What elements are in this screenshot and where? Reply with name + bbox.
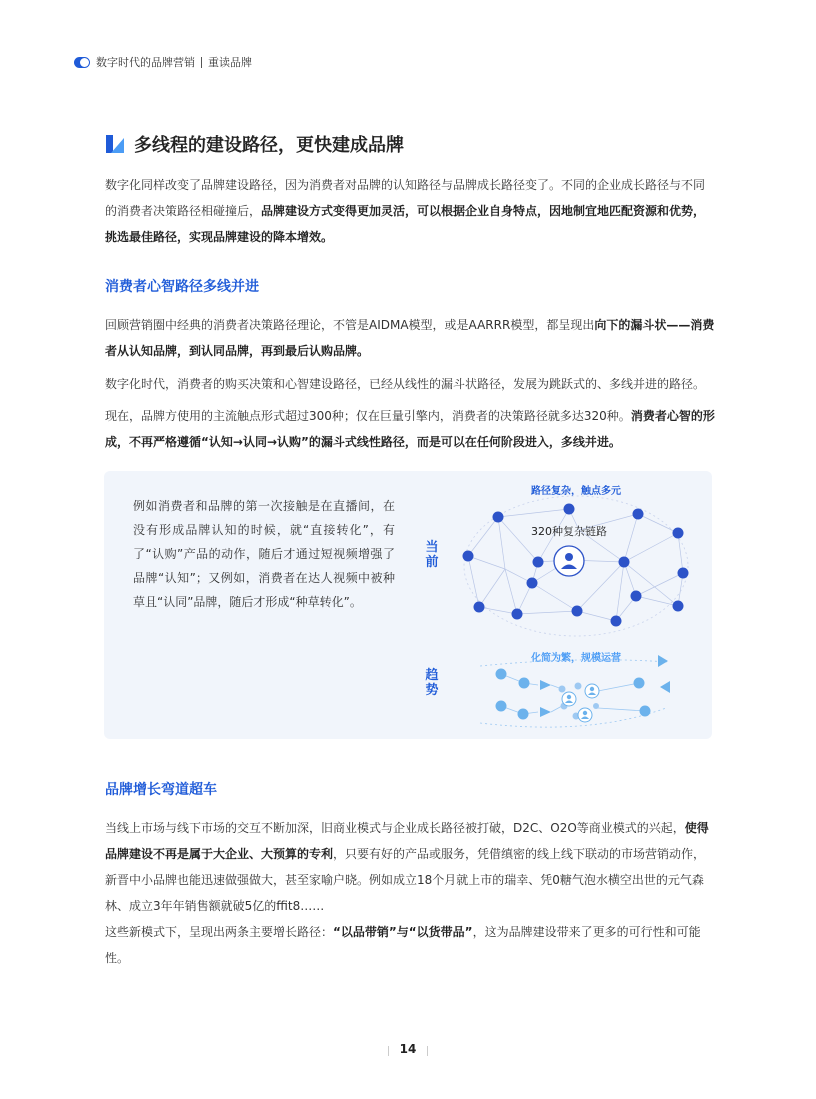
intro-paragraph — [105, 172, 715, 250]
section1-paragraph-1 — [105, 312, 715, 364]
toggle-logo-icon — [74, 57, 90, 68]
flow-node — [496, 701, 507, 712]
flow-node — [519, 678, 530, 689]
user-cluster-icon — [559, 683, 600, 723]
network-node — [633, 509, 644, 520]
network-node — [572, 606, 583, 617]
title-flag-icon — [106, 135, 124, 153]
arrow-right-icon — [658, 655, 668, 667]
intro-text: 数字化同样改变了品牌建设路径，因为消费者对品牌的认知路径与品牌成长路径变了。不同的企业成长路径与不同的消费者决策路径相碰撞后， — [105, 178, 706, 218]
flow-node — [640, 706, 651, 717]
s2p2-bold-text: “以品带销”与“以货带品” — [333, 925, 473, 939]
center-user-icon — [554, 546, 584, 576]
section2-paragraph-2 — [105, 919, 715, 971]
network-node — [564, 504, 575, 515]
s1p3-text: 现在，品牌方使用的主流触点形式超过300种；仅在巨量引擎内，消费者的决策路径就多达320种。 — [105, 409, 631, 423]
section1-paragraph-3 — [105, 403, 715, 455]
network-node — [493, 512, 504, 523]
intro-bold-text: 品牌建设方式变得更加灵活，可以根据企业自身特点，因地制宜地匹配资源和优势，挑选最佳路径，实现品牌建设的降本增效。 — [105, 204, 706, 244]
network-node — [611, 616, 622, 627]
center-label: 320种复杂链路 — [531, 525, 607, 538]
arrow-left-icon — [660, 681, 670, 693]
panel-example-text: 例如消费者和品牌的第一次接触是在直播间，在没有形成品牌认知的时候，就“直接转化”，有了“认购”产品的动作，随后才通过短视频增强了品牌“认知”；又例如，消费者在达人视频中被种草且“认同”品牌，随后才形成“种草转化”。 — [133, 499, 395, 609]
section2-paragraph-1 — [105, 815, 715, 919]
network-node — [527, 578, 538, 589]
arrow-right-icon — [540, 707, 551, 717]
s2p1-text-a: 当线上市场与线下市场的交互不断加深，旧商业模式与企业成长路径被打破，D2C、O2O等商业模式的兴起， — [105, 821, 685, 835]
network-diagram — [440, 478, 712, 738]
header-divider — [201, 57, 202, 68]
network-node — [631, 591, 642, 602]
label-trend: 趋势 — [425, 668, 439, 698]
network-node — [673, 528, 684, 539]
s2p2-text-a: 这些新模式下，呈现出两条主要增长路径： — [105, 925, 334, 939]
flow-node — [634, 678, 645, 689]
network-node — [474, 602, 485, 613]
arrow-right-icon — [540, 680, 551, 690]
network-node — [673, 601, 684, 612]
page-header — [74, 53, 252, 71]
s2p1-text-b: ，只要有好的产品或服务，凭借缜密的线上线下联动的市场营销动作，新晋中小品牌也能迅速做强做大，甚至家喻户晓。例如成立18个月就上市的瑞幸、凭0糖气泡水横空出世的元气森林、成立3年年销售额就破5亿的ffit8…… — [105, 847, 706, 913]
page-title: 多线程的建设路径，更快建成品牌 — [134, 135, 404, 156]
s2p1-bold-text: 使得品牌建设不再是属于大企业、大预算的专利 — [105, 821, 709, 861]
network-node — [678, 568, 689, 579]
s1p1-text: 回顾营销圈中经典的消费者决策路径理论，不管是AIDMA模型，或是AARRR模型，都呈现出 — [105, 318, 595, 332]
network-node — [463, 551, 474, 562]
page-number: 14 — [388, 1042, 428, 1056]
s1p1-bold-text: 向下的漏斗状——消费者从认知品牌，到认同品牌，再到最后认购品牌。 — [105, 318, 715, 358]
section-title — [106, 131, 404, 157]
caption-top: 路径复杂，触点多元 — [531, 486, 621, 497]
s1p3-bold-text: 消费者心智的形成，不再严格遵循“认知→认同→认购”的漏斗式线性路径，而是可以在任何阶段进入，多线并进。 — [105, 409, 715, 449]
section1-heading: 消费者心智路径多线并进 — [105, 279, 259, 295]
network-node — [512, 609, 523, 620]
section1-paragraph-2: 数字化时代，消费者的购买决策和心智建设路径，已经从线性的漏斗状路径，发展为跳跃式的、多线并进的路径。 — [105, 377, 706, 391]
s2p2-text-b: ，这为品牌建设带来了更多的可行性和可能性。 — [105, 925, 701, 965]
header-doc-title: 数字时代的品牌营销 — [96, 56, 195, 69]
flow-node — [518, 709, 529, 720]
network-node — [619, 557, 630, 568]
caption-bottom: 化简为繁，规模运营 — [531, 653, 621, 664]
section2-heading: 品牌增长弯道超车 — [105, 782, 217, 798]
network-node — [533, 557, 544, 568]
flow-node — [496, 669, 507, 680]
header-section: 重读品牌 — [208, 56, 252, 69]
label-current: 当前 — [425, 540, 439, 570]
